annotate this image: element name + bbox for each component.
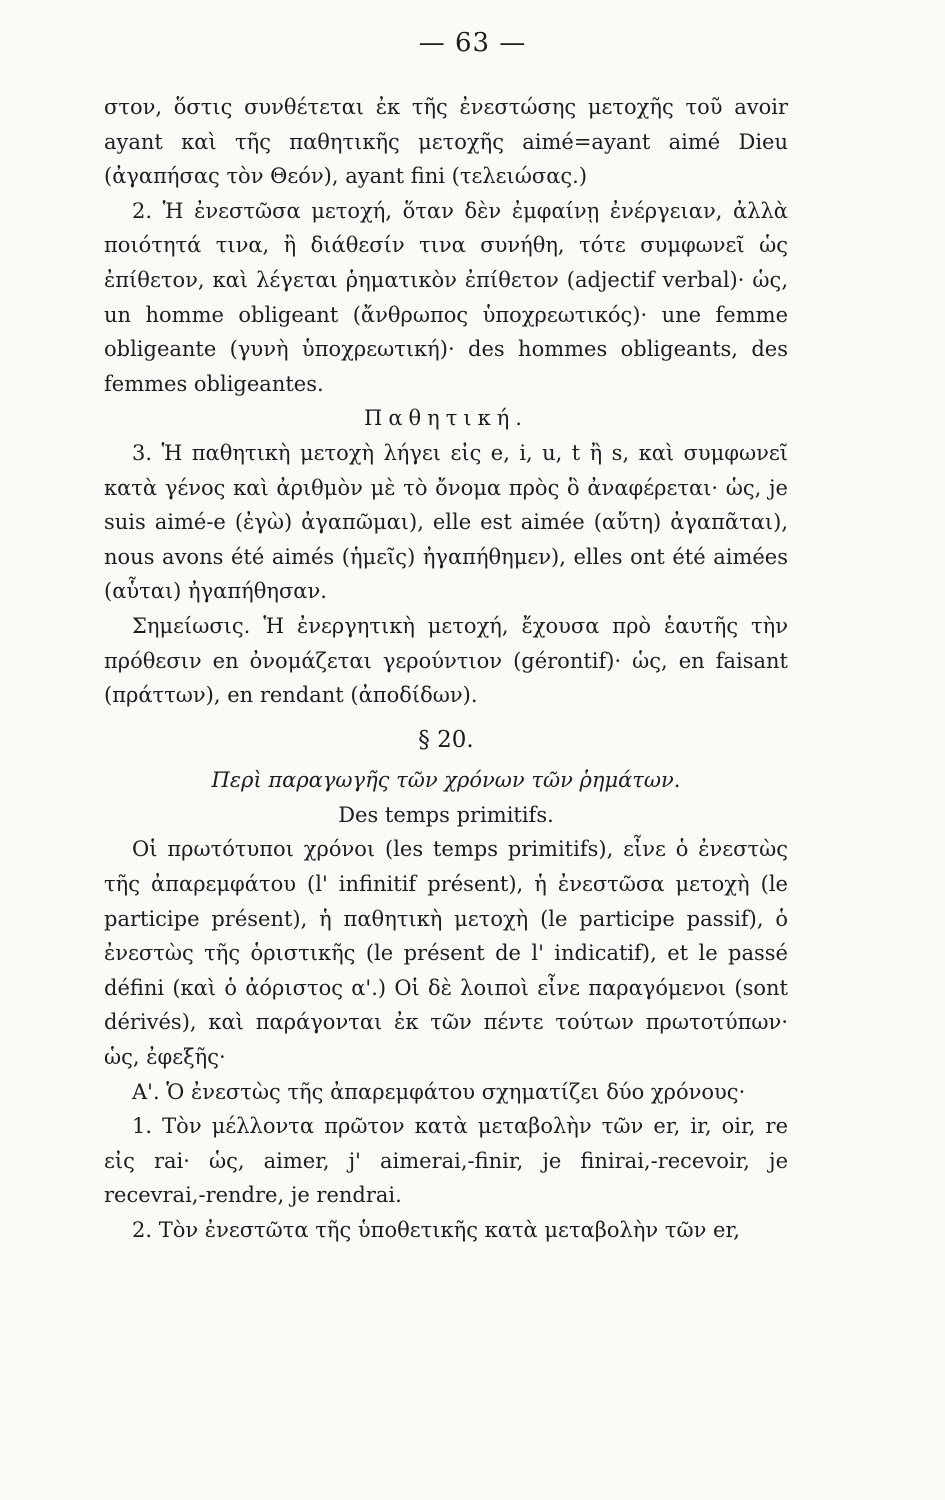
paragraph: Οἱ πρωτότυποι χρόνοι (les temps primitifs), εἶνε ὁ ἐνεστὼς τῆς ἀπαρεμφάτου (l' infinitif présent), ἡ ἐνεστῶσα μετοχὴ (le participe présent), ἡ παθητικὴ μετοχὴ (le participe passif), ὁ ἐνεστὼς τῆς ὁριστικῆς (le présent de l' indicatif), et le passé défini (καὶ ὁ ἀόριστος α'.) Οἱ δὲ λοιποὶ εἶνε παραγόμενοι (sont dérivés), καὶ παράγονται ἐκ τῶν πέντε τούτων πρωτοτύπων· ὡς, ἐφεξῆς· <box>104 837 788 1070</box>
paragraph: στον, ὅστις συνθέτεται ἐκ τῆς ἐνεστώσης μετοχῆς τοῦ avoir ayant καὶ τῆς παθητικῆς μετοχῆς aimé=ayant aimé Dieu (ἀγαπήσας τὸν Θεόν), ayant fini (τελειώσας.) <box>104 95 788 189</box>
section-title-greek: Περὶ παραγωγῆς τῶν χρόνων τῶν ῥημάτων. <box>211 768 681 793</box>
paragraph: 2. Τὸν ἐνεστῶτα τῆς ὑποθετικῆς κατὰ μεταβολὴν τῶν er, <box>132 1218 740 1242</box>
paragraph: Α'. Ὁ ἐνεστὼς τῆς ἀπαρεμφάτου σχηματίζει δύο χρόνους· <box>132 1079 746 1104</box>
subheading-pathetiki: Παθητική. <box>364 406 528 431</box>
paragraph: 3. Ἡ παθητικὴ μετοχὴ λήγει εἰς e, i, u, t ἢ s, καὶ συμφωνεῖ κατὰ γένος καὶ ἀριθμὸν μὲ τὸ ὄνομα πρὸς ὃ ἀναφέρεται· ὡς, je suis aimé-e (ἐγὼ) ἀγαπῶμαι), elle est aimée (αὕτη) ἀγαπᾶται), nous avons été aimés (ἡμεῖς) ἠγαπήθημεν), elles ont été aimées (αὗται) ἠγαπήθησαν. <box>104 440 788 604</box>
paragraph: Σημείωσις. Ἡ ἐνεργητικὴ μετοχή, ἔχουσα πρὸ ἑαυτῆς τὴν πρόθεσιν en ὀνομάζεται γερούντιον (gérontif)· ὡς, en faisant (πράττων), en rendant (ἀποδίδων). <box>104 613 788 708</box>
paragraph: 2. Ἡ ἐνεστῶσα μετοχή, ὅταν δὲν ἐμφαίνῃ ἐνέργειαν, ἀλλὰ ποιότητά τινα, ἢ διάθεσίν τινα συνήθη, τότε συμφωνεῖ ὡς ἐπίθετον, καὶ λέγεται ῥηματικὸν ἐπίθετον (adjectif verbal)· ὡς, un homme obligeant (ἄνθρωπος ὑποχρεωτικός)· une femme obligeante (γυνὴ ὑποχρεωτική)· des hommes obligeants, des femmes obligeantes. <box>104 198 788 396</box>
page-number: — 63 — <box>418 28 527 58</box>
section-title-french: Des temps primitifs. <box>338 802 554 827</box>
paragraph: 1. Τὸν μέλλοντα πρῶτον κατὰ μεταβολὴν τῶν er, ir, oir, re εἰς rai· ὡς, aimer, j' aimerai,-finir, je finirai,-recevoir, je recevrai,-rendre, je rendrai. <box>104 1114 788 1208</box>
page-body <box>104 90 788 1248</box>
section-number: § 20. <box>418 726 474 753</box>
